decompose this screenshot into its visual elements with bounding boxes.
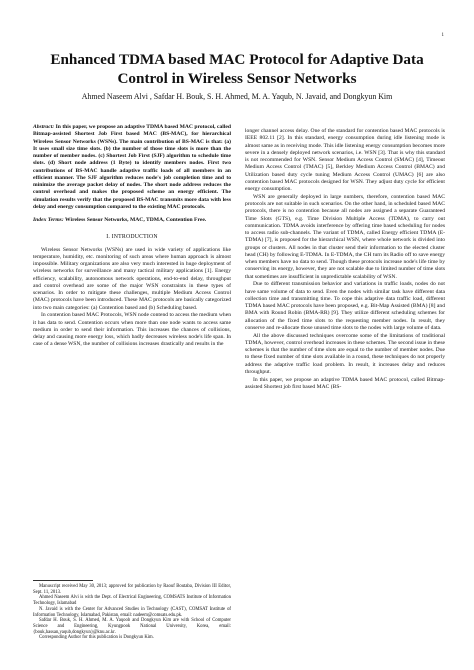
section-heading-introduction: I. INTRODUCTION — [106, 234, 158, 241]
paper-title: Enhanced TDMA based MAC Protocol for Adaptive Data Control in Wireless Sensor Networks — [50, 51, 424, 87]
body-paragraph: In this paper, we propose an adaptive TDMA based MAC protocol, called Bitmap-assisted Shortest job first based MAC (BS- — [245, 376, 445, 390]
index-terms — [33, 217, 231, 224]
index-terms-label: Index Terms: — [33, 217, 64, 223]
abstract-label: Abstract: — [33, 124, 55, 130]
right-column — [245, 128, 445, 391]
footnote: Corresponding Author for this publication is Dongkyun Kim. — [39, 635, 154, 641]
footnote: Safdar H. Bouk, S. H. Ahmed, M. A. Yaqoob and Dongkyun Kim are with School of Computer Science and Engineering, Kyungpook National University, Korea, email: {bouk,hassan,yaqub,dongkyun}@knu.ac.kr. — [33, 618, 231, 635]
footnotes — [33, 584, 231, 641]
footnote: N. Javaid is with the Center for Advanced Studies in Technology (CAST), COMSAT Institute of Information Technology, Islamabad, Pakistan, email: nadeem@comsats.edu.pk. — [33, 606, 231, 618]
abstract — [33, 124, 231, 211]
body-paragraph: longer channel access delay. One of the standard for contention based MAC protocols is IEEE 802.11 [2]. In this standard, energy consumption during idle listening mode is almost same as in receiving mode. This idle listening energy consumption becomes more severe in a densely deployed network scenarios, i.e. WSN [3]. That is why this standard is not recommended for WSN. Sensor Medium Access Control (SMAC) [4], Timeout Medium Access Control (TMAC) [5], Berkley Medium Access Control (BMAC) and Utilization based duty cycle tuning Medium Access Control (UMAC) [6] are also contention based MAC protocols designed for WSN. They adjust duty cycle for efficient energy consumption. — [245, 128, 445, 192]
intro-paragraph: In contention based MAC Protocols, WSN node contend to access the medium when it has data to send. Contention occurs when more than one node wants to access same medium in order to send their information. This increases the chances of collisions, delay and causing more energy loss, which badly decreases wireless node's life span. In case of a dense WSN, the number of collisions increases drastically and results in the — [33, 312, 231, 348]
author-list: Ahmed Naseem Alvi , Safdar H. Bouk, S. H. Ahmed, M. A. Yaqub, N. Javaid, and Dongkyun Kim — [81, 92, 393, 101]
footnote: Manuscript received May 30, 2013; approved for publication by Raouf Boutaba, Division III Editor, Sept. 11, 2013. — [33, 584, 231, 595]
footnote-rule — [33, 580, 93, 581]
page-number: 1 — [441, 33, 444, 38]
body-paragraph: All the above discussed techniques overcome some of the limitations of traditional TDMA, however, control overhead increases in these schemes. The second issue in these schemes is that the number of time slots are equal to the number of member nodes. Due to these fixed number of time slots available in a round, these techniques do not properly address the adaptive traffic load problem. In result, it increases delay and reduces throughput. — [245, 332, 445, 375]
body-paragraph: WSN are generally deployed in large numbers, therefore, contention based MAC protocols are not suitable in such scenarios. On the other hand, in scheduled based MAC protocols, there is no contention because all nodes are assigned a separate Guaranteed Time Slots (GTS), e.g. Time Division Multiple Access (TDMA), to carry out communication. TDMA avoids interference by offering time based scheduling for nodes to access radio sub-channels. The variant of TDMA, called Energy efficient TDMA (E-TDMA) [7], is proposed for the hierarchical WSN, where whole network is divided into groups or clusters. All nodes in that cluster send their information to the elected cluster head (CH) by following E-TDMA. In E-TDMA, the CH turn its Radio off to save energy when members have no data to send. Though these protocols increase node's life time by conserving its energy, however, they are not scalable due to limited number of time slots that sometimes are insufficient in unpredictable scalability of WSN. — [245, 193, 445, 280]
intro-paragraph: Wireless Sensor Networks (WSNs) are used in wide variety of applications like temperature, humidity, etc. monitoring of such areas where human approach is almost impossible. Military organizations are also very much interested in huge deployment of wireless networks for surveillance and many tactical military applications [1]. Energy efficiency, scalability, autonomous network operations, end-to-end delay, throughput and control overhead are some of the major WSN constraints in these types of scenarios. In order to mitigate these challenges, multiple Medium Access Control (MAC) protocols have been introduced. These MAC protocols are basically categorized into two main categories: (a) Contention based and (b) Scheduling based. — [33, 246, 231, 311]
index-terms-text: Wireless Sensor Networks, MAC, TDMA, Contention Free. — [65, 217, 207, 223]
left-column — [33, 124, 231, 349]
abstract-text: In this paper, we propose an adaptive TDMA based MAC protocol, called Bitmap-assisted Shortest Job First based MAC (BS-MAC), for hierarchical Wireless Sensor Networks (WSNs). The main contribution of BS-MAC is that: (a) It uses small size time slots. (b) the number of those time slots is more than the number of member nodes. (c) Shortest Job First (SJF) algorithm to schedule time slots. (d) Short node address (1 Byte) to identify members nodes. First two contributions of BS-MAC handle adaptive traffic loads of all members in an efficient manner. The SJF algorithm reduces node's job completion time and to minimize the average packet delay of nodes. The short node address reduces the control overhead and makes the proposed scheme an energy efficient. The simulation results verify that the proposed BS-MAC transmits more data with less delay and energy consumption compared to the existing MAC protocols. — [33, 124, 231, 210]
footnote: Ahmed Naseem Alvi is with the Dept. of Electrical Engineering, COMSATS Institute of Information Technology, Islamabad — [33, 595, 231, 607]
body-paragraph: Due to different transmission behavior and variations in traffic loads, nodes do not have same volume of data to send. Even the nodes with similar task have different data collection time and transmitting time. To cope this adaptive data traffic load, different TDMA based MAC protocols have been proposed, e.g. Bit-Map Assisted (BMA) [8] and BMA with Round Robin (BMA-RR) [9]. They utilize different scheduling schemes for allocation of the fixed time slots to the requesting member nodes. In result, they conserve and re-allocate those unused time slots to the nodes with large volume of data. — [245, 281, 445, 331]
